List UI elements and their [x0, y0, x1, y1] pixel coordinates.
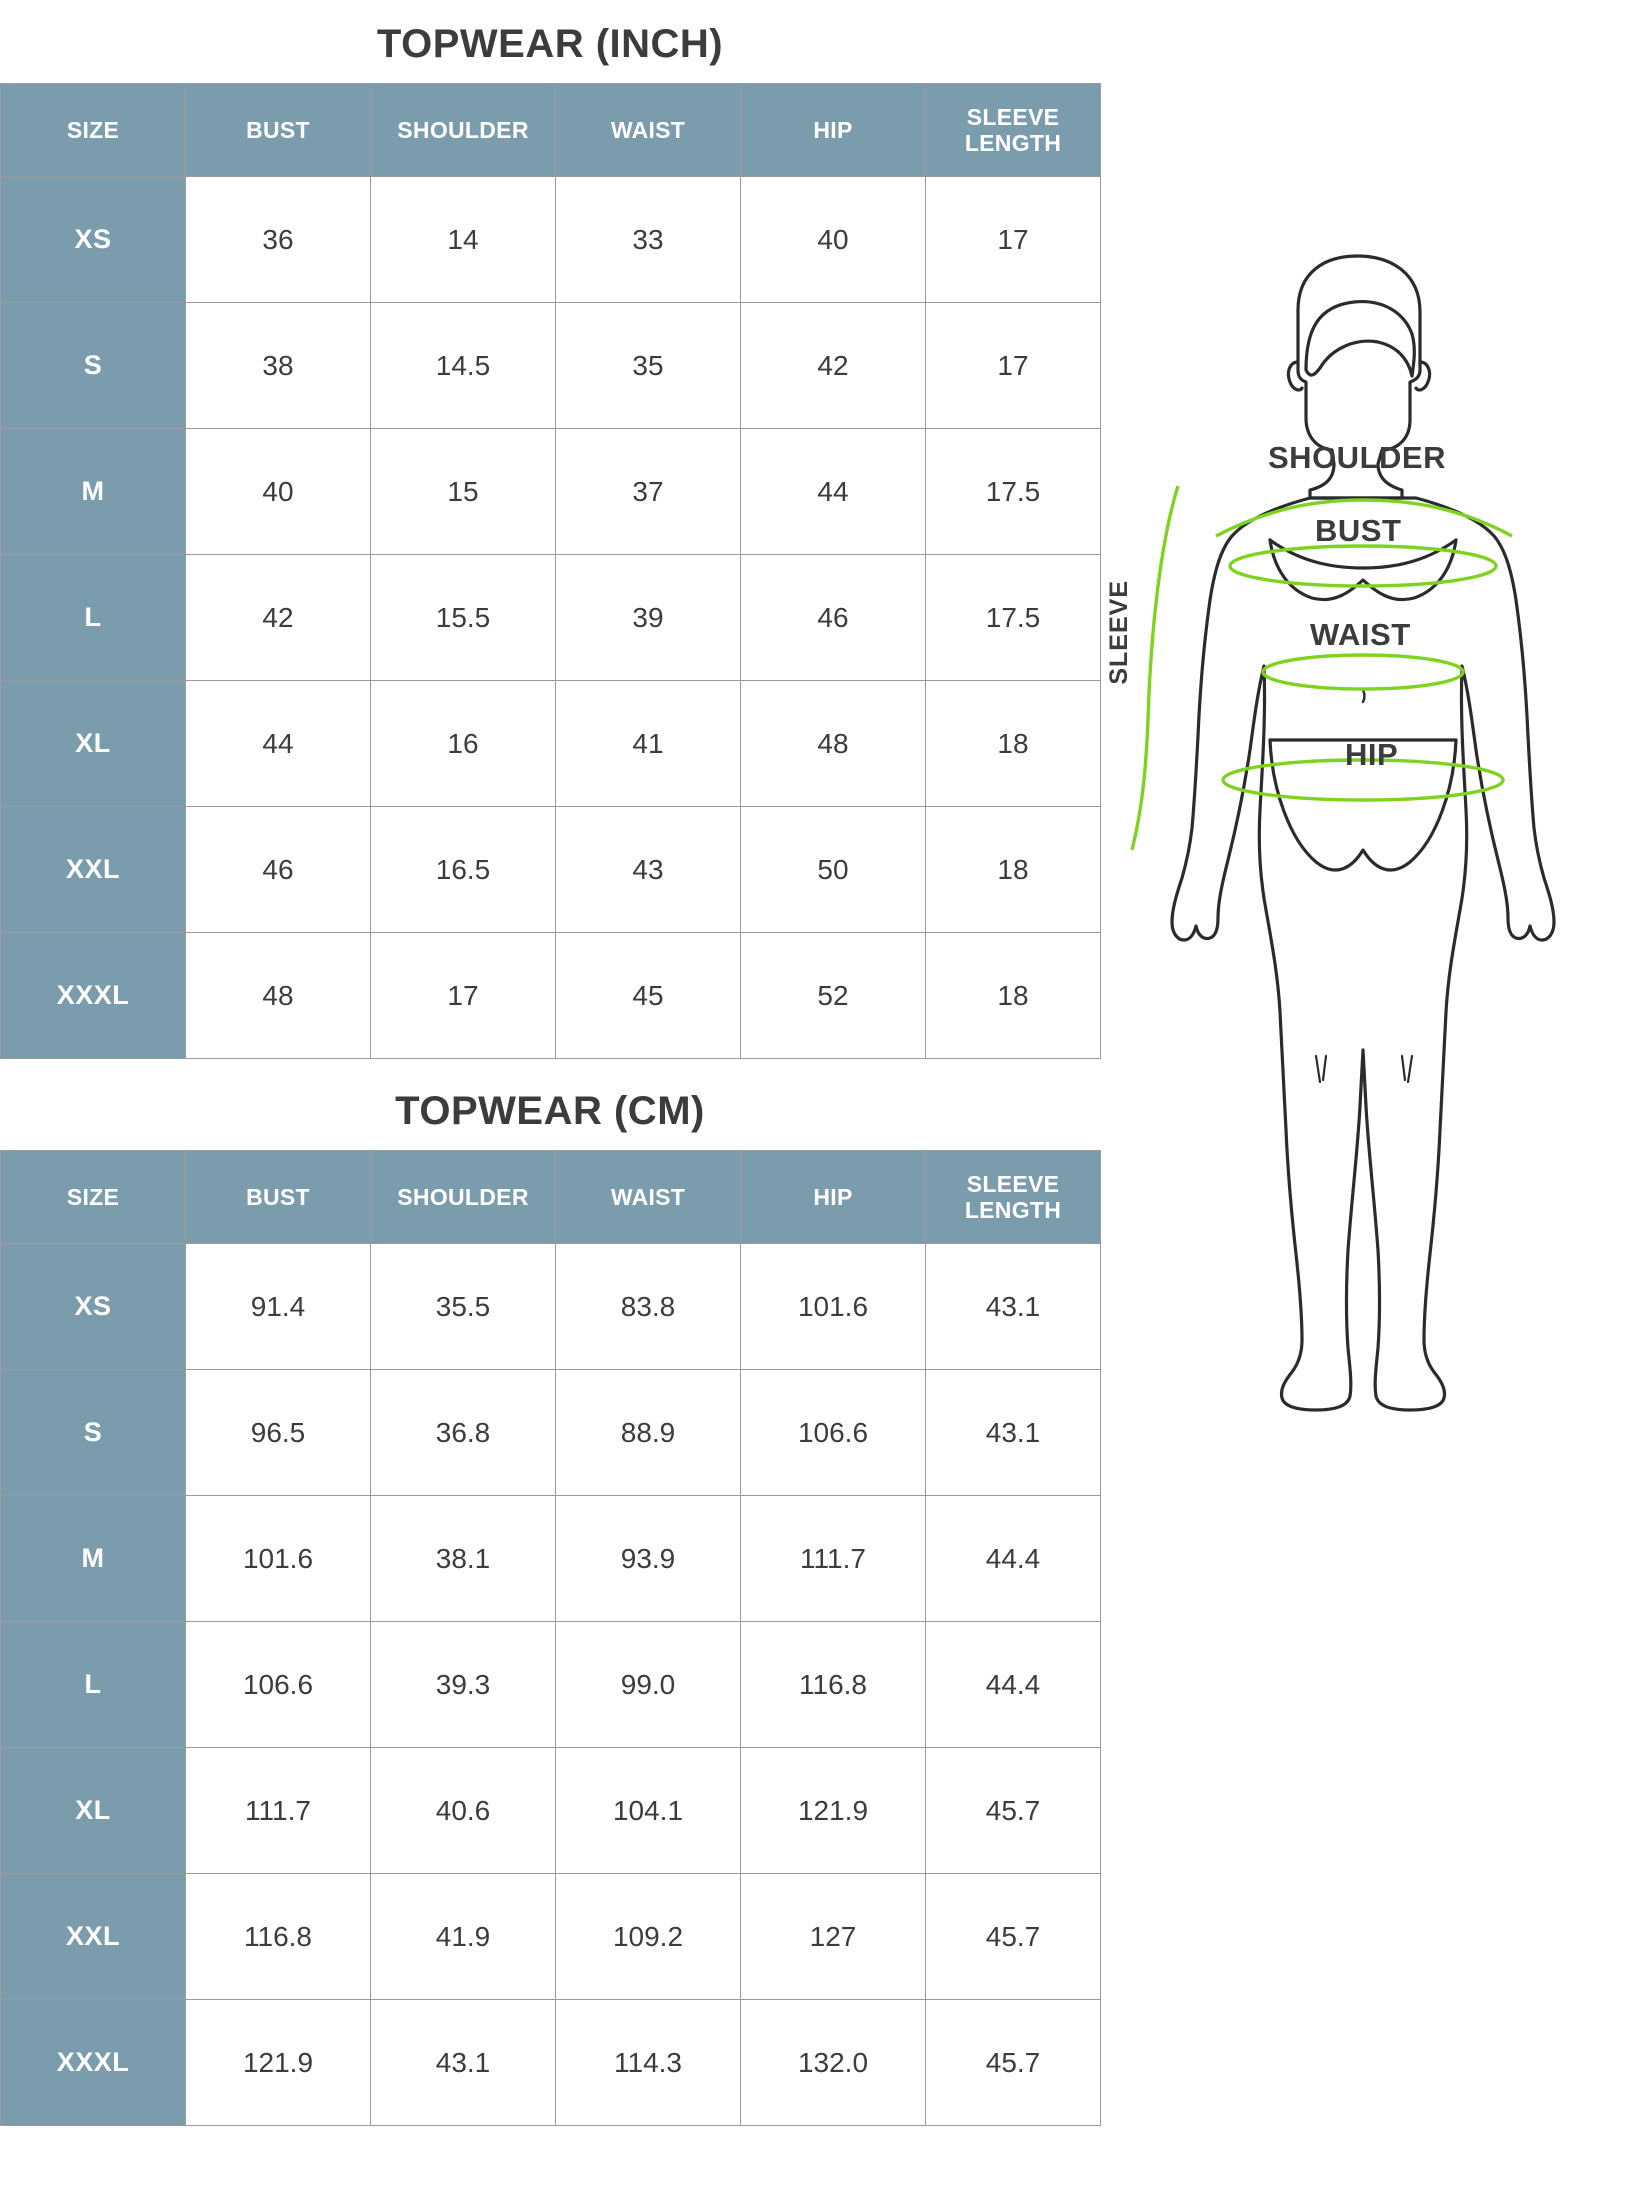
knee-right — [1408, 1056, 1412, 1082]
table-row — [1, 429, 1101, 555]
cell-waist: 109.2 — [556, 1874, 741, 2000]
table-row — [1, 1370, 1101, 1496]
table-row — [1, 177, 1101, 303]
cell-sleeve-length: 17.5 — [926, 429, 1101, 555]
column-header-size: SIZE — [1, 84, 186, 177]
label-shoulder: SHOULDER — [1268, 440, 1446, 475]
cell-size: L — [1, 555, 186, 681]
cell-shoulder: 35.5 — [371, 1244, 556, 1370]
cell-size: L — [1, 1622, 186, 1748]
cell-sleeve-length: 17 — [926, 177, 1101, 303]
table-row — [1, 303, 1101, 429]
cell-sleeve-length: 18 — [926, 681, 1101, 807]
column-header-sleeve-length: SLEEVE LENGTH — [926, 1151, 1101, 1244]
cell-bust: 111.7 — [186, 1748, 371, 1874]
cell-sleeve-length: 43.1 — [926, 1244, 1101, 1370]
cell-sleeve-length: 17.5 — [926, 555, 1101, 681]
cell-size: XL — [1, 681, 186, 807]
cell-size: XXL — [1, 807, 186, 933]
sleeve-measure-line — [1132, 486, 1178, 850]
knee-right-2 — [1402, 1056, 1405, 1080]
cell-hip: 101.6 — [741, 1244, 926, 1370]
knee-left-2 — [1323, 1056, 1326, 1080]
cell-size: XS — [1, 177, 186, 303]
table-header-row — [1, 1151, 1101, 1244]
table-row — [1, 2000, 1101, 2126]
cell-waist: 99.0 — [556, 1622, 741, 1748]
cell-waist: 83.8 — [556, 1244, 741, 1370]
cell-shoulder: 40.6 — [371, 1748, 556, 1874]
cell-shoulder: 17 — [371, 933, 556, 1059]
cell-waist: 33 — [556, 177, 741, 303]
column-header-hip: HIP — [741, 84, 926, 177]
cell-waist: 35 — [556, 303, 741, 429]
cell-size: S — [1, 1370, 186, 1496]
label-sleeve: SLEEVE — [1105, 580, 1133, 685]
cell-bust: 44 — [186, 681, 371, 807]
cell-bust: 96.5 — [186, 1370, 371, 1496]
cell-hip: 127 — [741, 1874, 926, 2000]
cell-hip: 106.6 — [741, 1370, 926, 1496]
cell-waist: 37 — [556, 429, 741, 555]
cell-hip: 50 — [741, 807, 926, 933]
cell-hip: 42 — [741, 303, 926, 429]
table-row — [1, 555, 1101, 681]
column-header-waist: WAIST — [556, 1151, 741, 1244]
cell-sleeve-length: 44.4 — [926, 1622, 1101, 1748]
table-row — [1, 1622, 1101, 1748]
cell-sleeve-length: 44.4 — [926, 1496, 1101, 1622]
size-table-inch — [0, 83, 1101, 1059]
cell-bust: 42 — [186, 555, 371, 681]
table-header-row — [1, 84, 1101, 177]
cell-shoulder: 41.9 — [371, 1874, 556, 2000]
cell-size: S — [1, 303, 186, 429]
waist-measure-line — [1263, 655, 1463, 689]
column-header-sleeve-length: SLEEVE LENGTH — [926, 84, 1101, 177]
cell-hip: 48 — [741, 681, 926, 807]
page-title-inch: TOPWEAR (INCH) — [376, 22, 724, 66]
cell-hip: 132.0 — [741, 2000, 926, 2126]
cell-hip: 52 — [741, 933, 926, 1059]
cell-shoulder: 38.1 — [371, 1496, 556, 1622]
cell-hip: 40 — [741, 177, 926, 303]
cell-hip: 111.7 — [741, 1496, 926, 1622]
cell-hip: 121.9 — [741, 1748, 926, 1874]
table-row — [1, 807, 1101, 933]
cell-bust: 36 — [186, 177, 371, 303]
cell-bust: 40 — [186, 429, 371, 555]
cell-waist: 41 — [556, 681, 741, 807]
table-row — [1, 933, 1101, 1059]
cell-bust: 116.8 — [186, 1874, 371, 2000]
size-table-cm — [0, 1150, 1101, 2126]
cell-shoulder: 36.8 — [371, 1370, 556, 1496]
table-row — [1, 1496, 1101, 1622]
column-header-bust: BUST — [186, 1151, 371, 1244]
table-row — [1, 1748, 1101, 1874]
label-waist: WAIST — [1310, 617, 1411, 652]
cell-hip: 46 — [741, 555, 926, 681]
cell-size: M — [1, 1496, 186, 1622]
cell-size: XS — [1, 1244, 186, 1370]
cell-shoulder: 16 — [371, 681, 556, 807]
label-hip: HIP — [1345, 737, 1399, 772]
column-header-hip: HIP — [741, 1151, 926, 1244]
cell-sleeve-length: 43.1 — [926, 1370, 1101, 1496]
cell-waist: 39 — [556, 555, 741, 681]
cell-size: XXXL — [1, 2000, 186, 2126]
cell-shoulder: 39.3 — [371, 1622, 556, 1748]
female-body-diagram — [1120, 250, 1620, 1450]
cell-sleeve-length: 45.7 — [926, 2000, 1101, 2126]
cell-shoulder: 15.5 — [371, 555, 556, 681]
cell-size: XXL — [1, 1874, 186, 2000]
measurement-figure — [1105, 250, 1640, 1450]
column-header-size: SIZE — [1, 1151, 186, 1244]
cell-shoulder: 14.5 — [371, 303, 556, 429]
cell-shoulder: 43.1 — [371, 2000, 556, 2126]
table-row — [1, 1874, 1101, 2000]
table-row — [1, 1244, 1101, 1370]
cell-bust: 121.9 — [186, 2000, 371, 2126]
column-header-shoulder: SHOULDER — [371, 1151, 556, 1244]
cell-size: XL — [1, 1748, 186, 1874]
cell-waist: 104.1 — [556, 1748, 741, 1874]
cell-waist: 93.9 — [556, 1496, 741, 1622]
column-header-shoulder: SHOULDER — [371, 84, 556, 177]
cell-size: M — [1, 429, 186, 555]
cell-sleeve-length: 17 — [926, 303, 1101, 429]
column-header-bust: BUST — [186, 84, 371, 177]
cell-waist: 43 — [556, 807, 741, 933]
cell-bust: 46 — [186, 807, 371, 933]
cell-waist: 88.9 — [556, 1370, 741, 1496]
table-row — [1, 681, 1101, 807]
column-header-waist: WAIST — [556, 84, 741, 177]
hair-shape — [1306, 302, 1414, 376]
cell-sleeve-length: 45.7 — [926, 1874, 1101, 2000]
cell-shoulder: 16.5 — [371, 807, 556, 933]
cell-bust: 48 — [186, 933, 371, 1059]
cell-waist: 114.3 — [556, 2000, 741, 2126]
cell-sleeve-length: 18 — [926, 807, 1101, 933]
cell-sleeve-length: 45.7 — [926, 1748, 1101, 1874]
label-bust: BUST — [1315, 513, 1402, 548]
cell-sleeve-length: 18 — [926, 933, 1101, 1059]
topwear-inch-section — [0, 0, 1115, 1059]
page-title-cm: TOPWEAR (CM) — [395, 1089, 705, 1133]
cell-bust: 91.4 — [186, 1244, 371, 1370]
cell-hip: 44 — [741, 429, 926, 555]
navel — [1363, 690, 1365, 702]
cell-shoulder: 14 — [371, 177, 556, 303]
cell-shoulder: 15 — [371, 429, 556, 555]
cell-waist: 45 — [556, 933, 741, 1059]
cell-hip: 116.8 — [741, 1622, 926, 1748]
knee-left — [1316, 1056, 1320, 1082]
topwear-cm-section — [0, 1067, 1115, 2126]
cell-bust: 38 — [186, 303, 371, 429]
cell-size: XXXL — [1, 933, 186, 1059]
cell-bust: 106.6 — [186, 1622, 371, 1748]
cell-bust: 101.6 — [186, 1496, 371, 1622]
